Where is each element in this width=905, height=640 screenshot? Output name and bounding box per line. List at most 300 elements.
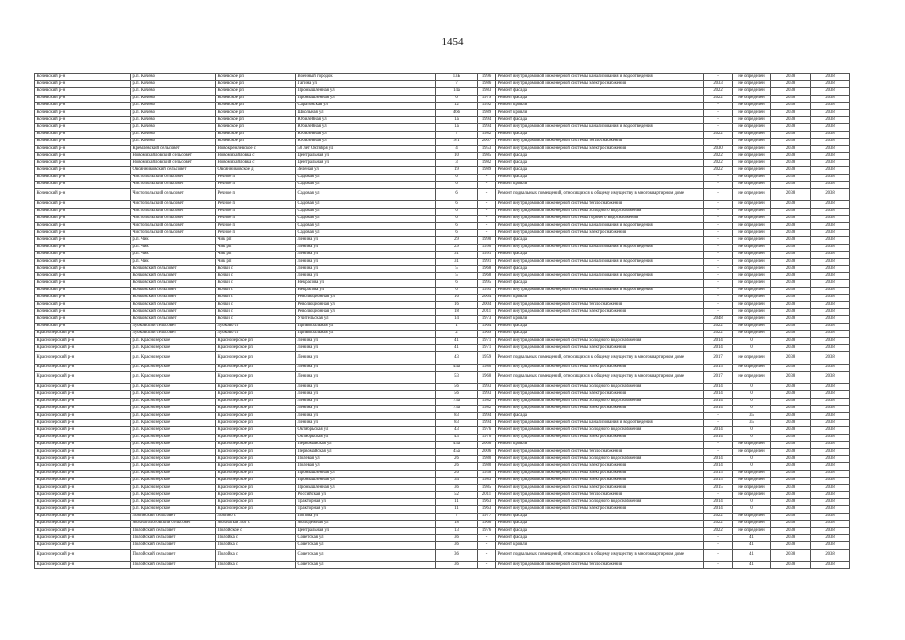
cell-year: 1986 xyxy=(478,81,496,88)
cell-plan-year: - xyxy=(704,413,733,420)
table-row xyxy=(35,215,850,222)
cell-work-type: Ремонт внутридомовой инженерной системы канализования и водоотведения xyxy=(496,258,704,265)
cell-end-year: 2038 xyxy=(811,201,850,208)
table-row xyxy=(35,230,850,237)
cell-municipality: Кремлевский сельсовет xyxy=(131,145,216,152)
cell-work-type: Ремонт внутридомовой инженерной системы электроснабжения xyxy=(496,463,704,470)
cell-district: Краснозерский р-н xyxy=(35,427,131,434)
cell-district: Краснозерский р-н xyxy=(35,391,131,398)
cell-year: 2007 xyxy=(478,138,496,145)
cell-house: 6 xyxy=(436,222,478,229)
cell-settlement: Кочки с xyxy=(216,294,296,301)
cell-work-type: Ремонт фасада xyxy=(496,95,704,102)
cell-settlement: Речное п xyxy=(216,181,296,188)
cell-work-type: Ремонт внутридомовой инженерной системы электроснабжения xyxy=(496,470,704,477)
cell-district: Краснозерский р-н xyxy=(35,463,131,470)
cell-municipality: р.п. Краснозерское xyxy=(131,427,216,434)
cell-work-type: Ремонт фасада xyxy=(496,330,704,337)
cell-end-year: 2038 xyxy=(811,138,850,145)
cell-district: Кочевский р-н xyxy=(35,81,131,88)
cell-year: 1982 xyxy=(478,398,496,405)
cell-cost: не определен xyxy=(733,294,771,301)
cell-start-year: 2038 xyxy=(771,145,811,152)
cell-municipality: Новомихайловский сельсовет xyxy=(131,160,216,167)
cell-municipality: р.п. Краснозерское xyxy=(131,477,216,484)
cell-settlement: Чик рп xyxy=(216,258,296,265)
cell-work-type: Ремонт внутридомовой инженерной системы холодного водоснабжения xyxy=(496,337,704,344)
cell-plan-year: 2014 xyxy=(704,345,733,352)
cell-end-year: 2038 xyxy=(811,448,850,455)
cell-end-year: 2038 xyxy=(811,371,850,383)
cell-house: 1а xyxy=(436,117,478,124)
cell-street: Школьная ул xyxy=(296,109,436,116)
cell-end-year: 2038 xyxy=(811,131,850,138)
table-row xyxy=(35,131,850,138)
cell-street: Садовая ул xyxy=(296,222,436,229)
cell-start-year: 2038 xyxy=(771,420,811,427)
table-row xyxy=(35,237,850,244)
cell-district: Краснозерский р-н xyxy=(35,492,131,499)
cell-cost: не определен xyxy=(733,302,771,309)
cell-municipality: р.п. Краснозерское xyxy=(131,456,216,463)
cell-house: 73а xyxy=(436,398,478,405)
cell-district: Краснозерский р-н xyxy=(35,456,131,463)
cell-house: 3 xyxy=(436,160,478,167)
cell-work-type: Ремонт внутридомовой инженерной системы канализования и водоотведения xyxy=(496,287,704,294)
cell-year: 1958 xyxy=(478,470,496,477)
cell-cost: 0 xyxy=(733,345,771,352)
cell-settlement: Речное п xyxy=(216,201,296,208)
cell-street: Советская ул xyxy=(296,542,436,549)
cell-work-type: Ремонт фасада xyxy=(496,528,704,535)
cell-cost: не определен xyxy=(733,74,771,81)
cell-municipality: р.п. Краснозерское xyxy=(131,384,216,391)
cell-district: Кочевский р-н xyxy=(35,258,131,265)
cell-year: - xyxy=(478,215,496,222)
cell-work-type: Ремонт внутридомовой инженерной системы теплоснабжения xyxy=(496,562,704,569)
cell-street: Ленина ул xyxy=(296,420,436,427)
cell-work-type: Ремонт подвальных помещений, относящихся к общему имуществу в многоквартирном доме xyxy=(496,371,704,383)
cell-district: Кочевский р-н xyxy=(35,109,131,116)
cell-house: 29 xyxy=(436,237,478,244)
cell-year: 1968 xyxy=(478,273,496,280)
cell-cost: 0 xyxy=(733,499,771,506)
cell-house: 12 xyxy=(436,102,478,109)
cell-end-year: 2038 xyxy=(811,109,850,116)
cell-plan-year: - xyxy=(704,181,733,188)
cell-district: Краснозерский р-н xyxy=(35,413,131,420)
cell-plan-year: - xyxy=(704,258,733,265)
cell-end-year: 2038 xyxy=(811,273,850,280)
cell-year: 1995 xyxy=(478,287,496,294)
cell-end-year: 2038 xyxy=(811,528,850,535)
cell-settlement: Краснозерское рп xyxy=(216,470,296,477)
cell-start-year: 2038 xyxy=(771,405,811,412)
cell-cost: не определен xyxy=(733,189,771,201)
cell-end-year: 2038 xyxy=(811,280,850,287)
cell-year: 1976 xyxy=(478,434,496,441)
cell-street: Ленина ул xyxy=(296,258,436,265)
cell-settlement: Краснозерское рп xyxy=(216,384,296,391)
cell-plan-year: - xyxy=(704,273,733,280)
cell-work-type: Ремонт внутридомовой инженерной системы электроснабжения xyxy=(496,145,704,152)
cell-year: 1991 xyxy=(478,258,496,265)
cell-start-year: 2038 xyxy=(771,484,811,491)
cell-year: 1971 xyxy=(478,337,496,344)
table-row xyxy=(35,251,850,258)
cell-cost: не определен xyxy=(733,230,771,237)
cell-street: Революционная ул xyxy=(296,294,436,301)
page-number: 1454 xyxy=(441,36,464,48)
cell-start-year: 2038 xyxy=(771,230,811,237)
cell-start-year: 2038 xyxy=(771,528,811,535)
cell-start-year: 2038 xyxy=(771,309,811,316)
cell-municipality: р.п. Краснозерское xyxy=(131,420,216,427)
cell-district: Кочевский р-н xyxy=(35,302,131,309)
cell-cost: не определен xyxy=(733,117,771,124)
table-row xyxy=(35,189,850,201)
cell-plan-year: 2022 xyxy=(704,330,733,337)
cell-start-year: 2038 xyxy=(771,492,811,499)
cell-cost: не определен xyxy=(733,330,771,337)
cell-plan-year: 2022 xyxy=(704,131,733,138)
cell-house: 36 xyxy=(436,484,478,491)
cell-house: 9/1 xyxy=(436,138,478,145)
cell-year: - xyxy=(478,208,496,215)
cell-plan-year: - xyxy=(704,74,733,81)
cell-municipality: р.п. Кочево xyxy=(131,138,216,145)
table-row xyxy=(35,562,850,569)
cell-street: Промышленная ул xyxy=(296,95,436,102)
cell-year: 1963 xyxy=(478,499,496,506)
cell-street: Октябрьская ул xyxy=(296,427,436,434)
cell-year: 1990 xyxy=(478,244,496,251)
cell-end-year: 2038 xyxy=(811,95,850,102)
cell-end-year: 2038 xyxy=(811,477,850,484)
cell-end-year: 2038 xyxy=(811,420,850,427)
cell-municipality: Мохнатологовский сельсовет xyxy=(131,520,216,527)
cell-cost: не определен xyxy=(733,109,771,116)
table-row xyxy=(35,549,850,561)
cell-year: 1995 xyxy=(478,280,496,287)
cell-district: Краснозерский р-н xyxy=(35,549,131,561)
cell-end-year: 2038 xyxy=(811,562,850,569)
cell-start-year: 2038 xyxy=(771,215,811,222)
cell-start-year: 2038 xyxy=(771,251,811,258)
cell-street: Учительская ул xyxy=(296,316,436,323)
cell-district: Кочевский р-н xyxy=(35,280,131,287)
table-row xyxy=(35,456,850,463)
cell-settlement: Краснозерское рп xyxy=(216,463,296,470)
cell-municipality: Полойский сельсовет xyxy=(131,542,216,549)
cell-plan-year: 2022 xyxy=(704,95,733,102)
cell-cost: не определен xyxy=(733,81,771,88)
cell-municipality: Кочковский сельсовет xyxy=(131,294,216,301)
cell-municipality: р.п. Краснозерское xyxy=(131,470,216,477)
cell-plan-year: 2022 xyxy=(704,323,733,330)
cell-start-year: 2038 xyxy=(771,427,811,434)
cell-plan-year: 2015 xyxy=(704,364,733,371)
cell-end-year: 2038 xyxy=(811,323,850,330)
cell-plan-year: 2017 xyxy=(704,352,733,364)
cell-settlement: Краснозерское рп xyxy=(216,441,296,448)
table-row xyxy=(35,405,850,412)
cell-cost: не определен xyxy=(733,160,771,167)
cell-start-year: 2038 xyxy=(771,391,811,398)
cell-end-year: 2038 xyxy=(811,413,850,420)
cell-settlement: Речное п xyxy=(216,189,296,201)
cell-house: 6 xyxy=(436,280,478,287)
cell-district: Краснозерский р-н xyxy=(35,448,131,455)
cell-street: Промышленная ул xyxy=(296,470,436,477)
cell-settlement: Краснозерское рп xyxy=(216,499,296,506)
cell-municipality: р.п. Краснозерское xyxy=(131,441,216,448)
cell-cost: не определен xyxy=(733,208,771,215)
cell-district: Краснозерский р-н xyxy=(35,364,131,371)
table-row xyxy=(35,102,850,109)
cell-district: Кочевский р-н xyxy=(35,309,131,316)
cell-work-type: Ремонт фасада xyxy=(496,520,704,527)
cell-plan-year: - xyxy=(704,562,733,569)
cell-start-year: 2038 xyxy=(771,208,811,215)
table-row xyxy=(35,528,850,535)
table-row xyxy=(35,309,850,316)
cell-cost: не определен xyxy=(733,258,771,265)
table-row xyxy=(35,470,850,477)
cell-house: 6 xyxy=(436,201,478,208)
cell-start-year: 2038 xyxy=(771,138,811,145)
cell-year: 1963 xyxy=(478,506,496,513)
cell-plan-year: - xyxy=(704,138,733,145)
cell-work-type: Ремонт фасада xyxy=(496,513,704,520)
cell-municipality: р.п. Кочево xyxy=(131,74,216,81)
cell-settlement: Краснозерское рп xyxy=(216,398,296,405)
cell-house: 6 xyxy=(436,230,478,237)
cell-cost: 0 xyxy=(733,434,771,441)
cell-house: 13Б xyxy=(436,74,478,81)
cell-district: Краснозерский р-н xyxy=(35,352,131,364)
table-row xyxy=(35,222,850,229)
cell-start-year: 2038 xyxy=(771,124,811,131)
cell-district: Краснозерский р-н xyxy=(35,470,131,477)
cell-work-type: Ремонт кровли xyxy=(496,294,704,301)
cell-house: 31 xyxy=(436,251,478,258)
cell-start-year: 2038 xyxy=(771,131,811,138)
cell-street: Центральная ул xyxy=(296,153,436,160)
cell-street: Промышленная ул xyxy=(296,88,436,95)
table-row xyxy=(35,138,850,145)
cell-work-type: Ремонт кровли xyxy=(496,102,704,109)
cell-district: Краснозерский р-н xyxy=(35,477,131,484)
cell-start-year: 2038 xyxy=(771,273,811,280)
cell-cost: 0 xyxy=(733,427,771,434)
cell-cost: не определен xyxy=(733,251,771,258)
cell-plan-year: - xyxy=(704,222,733,229)
cell-street: Садовая ул xyxy=(296,208,436,215)
cell-street: Советская ул xyxy=(296,562,436,569)
cell-cost: не определен xyxy=(733,181,771,188)
cell-plan-year: - xyxy=(704,302,733,309)
cell-end-year: 2038 xyxy=(811,506,850,513)
cell-end-year: 2038 xyxy=(811,208,850,215)
cell-district: Краснозерский р-н xyxy=(35,434,131,441)
cell-street: Молодежная ул xyxy=(296,520,436,527)
cell-end-year: 2038 xyxy=(811,287,850,294)
table-row xyxy=(35,244,850,251)
cell-cost: не определен xyxy=(733,215,771,222)
cell-municipality: Чистопольский сельсовет xyxy=(131,230,216,237)
cell-start-year: 2038 xyxy=(771,330,811,337)
cell-district: Краснозерский р-н xyxy=(35,528,131,535)
cell-municipality: Лобинский сельсовет xyxy=(131,513,216,520)
cell-settlement: Кочевское рп xyxy=(216,74,296,81)
cell-end-year: 2038 xyxy=(811,74,850,81)
cell-municipality: р.п. Краснозерское xyxy=(131,434,216,441)
cell-end-year: 2038 xyxy=(811,309,850,316)
table-row xyxy=(35,391,850,398)
cell-work-type: Ремонт фасада xyxy=(496,174,704,181)
cell-district: Кочевский р-н xyxy=(35,208,131,215)
cell-plan-year: 2014 xyxy=(704,506,733,513)
cell-year: 1971 xyxy=(478,345,496,352)
cell-street: Центральная ул xyxy=(296,160,436,167)
cell-street: Ленина ул xyxy=(296,251,436,258)
cell-end-year: 2038 xyxy=(811,499,850,506)
cell-street: Гагина ул xyxy=(296,81,436,88)
cell-start-year: 2038 xyxy=(771,542,811,549)
cell-year: 1977 xyxy=(478,513,496,520)
cell-start-year: 2038 xyxy=(771,174,811,181)
cell-house: 36 xyxy=(436,535,478,542)
cell-settlement: Кочевское рп xyxy=(216,117,296,124)
cell-house: 26 xyxy=(436,463,478,470)
cell-year: 1983 xyxy=(478,88,496,95)
cell-work-type: Ремонт внутридомовой инженерной системы канализования и водоотведения xyxy=(496,74,704,81)
cell-year: 1973 xyxy=(478,316,496,323)
cell-start-year: 2038 xyxy=(771,153,811,160)
cell-end-year: 2038 xyxy=(811,441,850,448)
cell-plan-year: - xyxy=(704,102,733,109)
cell-plan-year: - xyxy=(704,215,733,222)
cell-house: 83 xyxy=(436,413,478,420)
cell-house: 43 xyxy=(436,352,478,364)
cell-start-year: 2038 xyxy=(771,280,811,287)
cell-settlement: Овсянниковское д xyxy=(216,167,296,174)
cell-settlement: Краснозерское рп xyxy=(216,427,296,434)
cell-house: 26 xyxy=(436,456,478,463)
cell-work-type: Ремонт фасада xyxy=(496,167,704,174)
cell-work-type: Ремонт внутридомовой инженерной системы электроснабжения xyxy=(496,484,704,491)
cell-municipality: р.п. Чик xyxy=(131,244,216,251)
cell-district: Кочевский р-н xyxy=(35,153,131,160)
cell-street: Юбилейная ул xyxy=(296,138,436,145)
cell-house: 1а xyxy=(436,124,478,131)
cell-house: 2 xyxy=(436,330,478,337)
cell-end-year: 2038 xyxy=(811,520,850,527)
cell-municipality: Овсянниковский сельсовет xyxy=(131,167,216,174)
cell-end-year: 2038 xyxy=(811,167,850,174)
cell-settlement: Полойское с xyxy=(216,528,296,535)
cell-work-type: Ремонт фасада xyxy=(496,280,704,287)
cell-work-type: Ремонт подвальных помещений, относящихся к общему имуществу в многоквартирном доме xyxy=(496,352,704,364)
cell-settlement: Речное п xyxy=(216,174,296,181)
cell-street: Революционная ул xyxy=(296,309,436,316)
cell-settlement: Речное п xyxy=(216,208,296,215)
cell-start-year: 2038 xyxy=(771,294,811,301)
cell-street: Садовая ул xyxy=(296,174,436,181)
cell-district: Краснозерский р-н xyxy=(35,337,131,344)
cell-cost: не определен xyxy=(733,520,771,527)
cell-year: 1982 xyxy=(478,160,496,167)
cell-house: 14а xyxy=(436,88,478,95)
cell-year: 1968 xyxy=(478,266,496,273)
cell-street: Ленина ул xyxy=(296,352,436,364)
cell-end-year: 2038 xyxy=(811,434,850,441)
cell-year: 1980 xyxy=(478,463,496,470)
cell-cost: 0 xyxy=(733,456,771,463)
table-row xyxy=(35,535,850,542)
cell-plan-year: 2033 xyxy=(704,81,733,88)
cell-end-year: 2038 xyxy=(811,160,850,167)
cell-street: Тракторная ул xyxy=(296,499,436,506)
cell-municipality: р.п. Чик xyxy=(131,258,216,265)
cell-end-year: 2038 xyxy=(811,484,850,491)
cell-street: Ленина ул xyxy=(296,273,436,280)
cell-street: Зеленая ул xyxy=(296,167,436,174)
cell-district: Кочевский р-н xyxy=(35,323,131,330)
cell-plan-year: 2014 xyxy=(704,398,733,405)
cell-cost: не определен xyxy=(733,124,771,131)
table-row xyxy=(35,316,850,323)
cell-work-type: Ремонт внутридомовой инженерной системы электроснабжения xyxy=(496,364,704,371)
cell-cost: не определен xyxy=(733,470,771,477)
table-row xyxy=(35,434,850,441)
cell-district: Краснозерский р-н xyxy=(35,535,131,542)
cell-house: 52 xyxy=(436,492,478,499)
cell-street: Попова ул xyxy=(296,513,436,520)
cell-start-year: 2038 xyxy=(771,371,811,383)
cell-house: 46б xyxy=(436,109,478,116)
cell-municipality: р.п. Краснозерское xyxy=(131,413,216,420)
cell-plan-year: - xyxy=(704,309,733,316)
cell-end-year: 2038 xyxy=(811,364,850,371)
cell-settlement: Кочки с xyxy=(216,287,296,294)
cell-house: 11 xyxy=(436,506,478,513)
cell-year: 1980 xyxy=(478,456,496,463)
cell-street: Ленина ул xyxy=(296,337,436,344)
cell-district: Кочевский р-н xyxy=(35,244,131,251)
cell-house: 45а xyxy=(436,441,478,448)
cell-house: 6 xyxy=(436,174,478,181)
table-row xyxy=(35,145,850,152)
cell-work-type: Ремонт подвальных помещений, относящихся к общему имуществу в многоквартирном доме xyxy=(496,549,704,561)
cell-street: Полевая ул xyxy=(296,463,436,470)
cell-start-year: 2038 xyxy=(771,345,811,352)
table-row xyxy=(35,352,850,364)
cell-street: Юбилейная ул xyxy=(296,131,436,138)
cell-district: Краснозерский р-н xyxy=(35,506,131,513)
cell-street: Садовая ул xyxy=(296,230,436,237)
cell-street: Центральная ул xyxy=(296,528,436,535)
cell-district: Кочевский р-н xyxy=(35,251,131,258)
cell-cost: не определен xyxy=(733,280,771,287)
table-row xyxy=(35,420,850,427)
cell-street: Советская ул xyxy=(296,535,436,542)
cell-year: - xyxy=(478,222,496,229)
cell-settlement: Новокремлевское с xyxy=(216,145,296,152)
cell-plan-year: - xyxy=(704,294,733,301)
cell-start-year: 2038 xyxy=(771,562,811,569)
